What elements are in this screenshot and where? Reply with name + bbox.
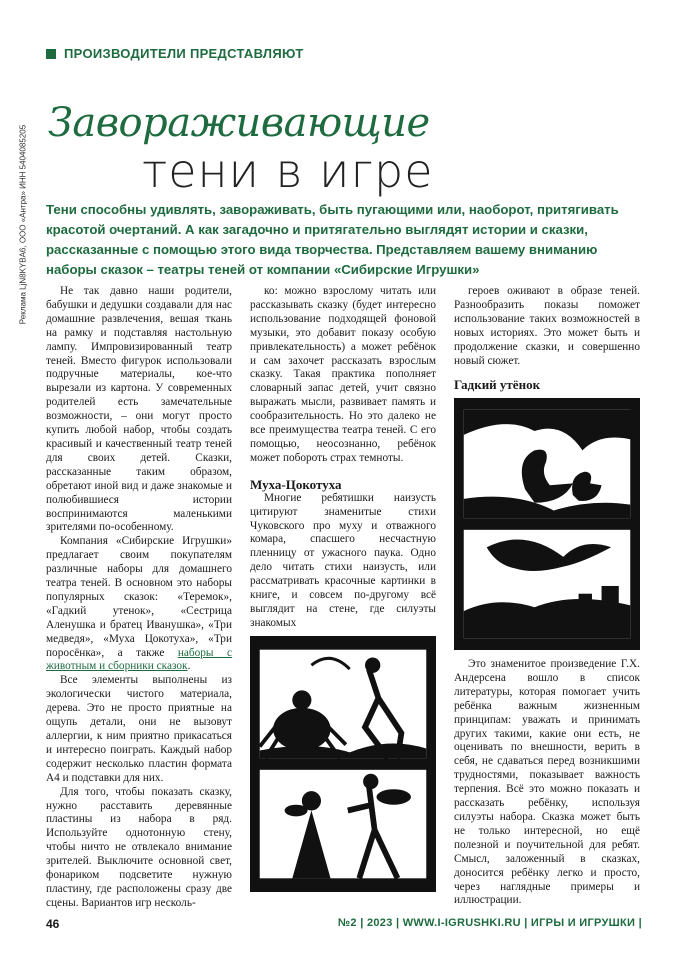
subhead-muha: Муха-Цокотуха [250, 476, 342, 492]
lead-paragraph: Тени способны удивлять, завораживать, быть пугающими или, наоборот, притягивать красотой очертаний. А как загадочно и притягательно выглядят истории и сказки, рассказанные с помощью этого вида творчества. Представляем вашему вниманию наборы сказок – театры теней от компании «Сибирские Игрушки» [46, 202, 619, 277]
page-number: 46 [46, 917, 60, 931]
subhead-utenok: Гадкий утёнок [454, 377, 541, 393]
section-label: ПРОИЗВОДИТЕЛИ ПРЕДСТАВЛЯЮТ [64, 46, 304, 61]
duck-silhouette-icon [458, 402, 636, 646]
column-3 [454, 285, 640, 392]
footer-info: №2 | 2023 | WWW.I-IGRUSHKI.RU | ИГРЫ И ИГРУШКИ | [337, 917, 642, 929]
col1-paragraph-3: Все элементы выполнены из экологически чистого материала, дерева. Это не просто приятные на ощупь детали, они не вызовут аллергии, к ним приятно прикасаться и интересно поиграть. Каждый набор содержит несколько пластин формата А4 и подставки для них. [46, 674, 232, 784]
column-2 [250, 285, 436, 631]
col1-paragraph-1: Не так давно наши родители, бабушки и дедушки создавали для нас домашние развлечения, вешая ткань на рамку и подставляя настольную лампу. Импровизированный театр теней. Вместо фигурок использовали подручные материалы, кое-что вырезали из картона. У современных родителей есть замечательные возможности, – они могут просто купить любой набор, чтобы создать красивый и качественный театр теней для своих детей. Сказки, рассказанные таким образом, обретают иной вид и даже знакомые и полюбившиеся истории воспринимаются маленькими зрителями по-особенному. [46, 285, 232, 534]
section-header [46, 46, 304, 61]
col3-paragraph-1: героев оживают в образе теней. Разнообразить показы поможет использование таких возможностей в новых историях. Это может быть и продолжение сказки, и совершенно новый сюжет. [454, 285, 640, 367]
col3-paragraph-2: Это знаменитое произведение Г.Х. Андерсена вошло в список литературы, которая помогает учить ребёнка важным жизненным принципам: уважать и принимать других такими, какие они есть, не оценивать по внешности, верить в себя, не сдаваться перед возникшими трудностями, показывает важность терпения. Всё это можно показать и рассказать ребёнку, используя силуэты набора. Сказка может быть не только интересной, но ещё полезной и поучительной для ребят. Смысл, заложенный в сказках, доносится ребёнку легко и просто, через наглядные примеры и иллюстрации. [454, 658, 640, 907]
shadow-theatre-image-utenok [454, 398, 640, 650]
sets-link[interactable]: наборы с животным и сборники сказок [46, 646, 232, 673]
column-3-continued [454, 658, 640, 908]
col1-paragraph-2-end: . [187, 660, 191, 673]
side-ad [18, 120, 28, 330]
col1-paragraph-2 [46, 535, 232, 674]
col1-paragraph-4: Для того, чтобы показать сказку, нужно расставить деревянные пластины из набора в ряд. Используйте однотонную стену, чтобы ничто не отвлекало внимание зрителей. Выключите основной свет, фонариком подсветите нужную пластину, где расположены сразу две сцены. Вариантов игр несколь- [46, 785, 232, 909]
title-script: Завораживающие [48, 100, 430, 146]
title-main: тени в игре [142, 144, 434, 198]
side-ad-text: Реклама LjN8KYBA6, ООО «Антра» ИНН 5404085205 [18, 124, 28, 325]
col1-paragraph-2-text: Компания «Сибирские Игрушки» предлагает своим покупателям различные наборы для домашнего театра теней. В основном это наборы популярных сказок: «Теремок», «Гадкий утенок», «Сестрица Аленушка и братец Иванушка», «Три медведя», «Муха Цокотуха», «Три поросёнка», а также [46, 535, 232, 659]
section-square-icon [46, 49, 56, 59]
shadow-theatre-image-muha [250, 636, 436, 892]
column-1 [46, 285, 232, 911]
muha-silhouette-icon [254, 640, 432, 888]
col2-paragraph-2: Многие ребятишки наизусть цитируют знаменитые стихи Чуковского про муху и отважного комара, спасшего несчастную пленницу от ужасного паука. Одно дело читать стихи наизусть, или рассматривать красочные картинки в книге, и совсем по-другому всё выглядит на стене, где силуэты знакомых [250, 491, 436, 629]
col2-paragraph-1: ко: можно взрослому читать или рассказывать сказку (будет интересно использование подходящей фоновой музыки, это добавит показу особую привлекательность) а может ребёнок и сам захочет рассказать взрослым сказку. Такая практика пополняет словарный запас детей, учит связно выражать мысли, развивает память и сообразительность. Но это далеко не все преимущества театра теней. С его помощью, неосознанно, ребёнок может побороть страх темноты. [250, 285, 436, 464]
